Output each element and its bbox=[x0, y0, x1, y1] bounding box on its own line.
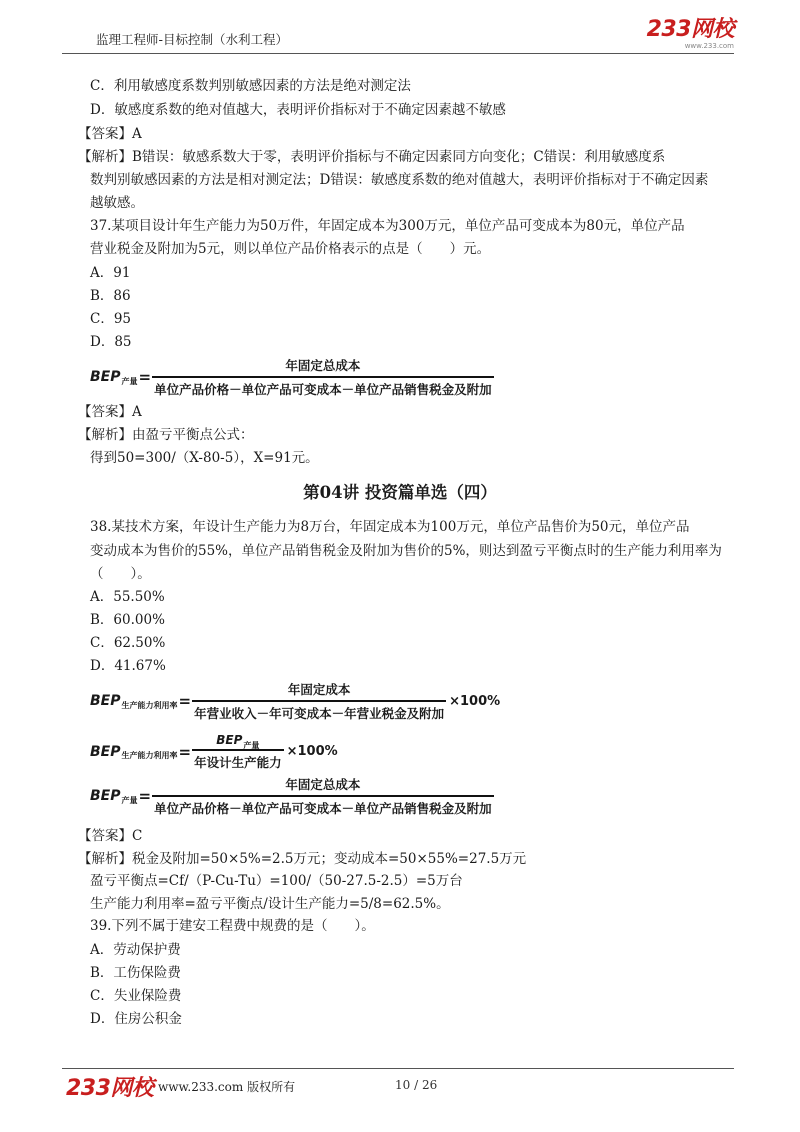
bep-symbol: BEP bbox=[90, 369, 121, 385]
option-c: C．95 bbox=[90, 311, 132, 327]
equals-sign: = bbox=[138, 368, 152, 386]
option-a: A．劳动保护费 bbox=[90, 942, 181, 958]
answer-line: 【答案】C bbox=[78, 828, 143, 844]
brand-logo-text: 233网校 bbox=[646, 17, 734, 42]
explanation-line: 越敏感。 bbox=[90, 195, 144, 211]
bep-subscript: 生产能力利用率 bbox=[121, 751, 178, 760]
fraction-denominator: 年设计生产能力 bbox=[192, 749, 284, 771]
bep-symbol: BEP bbox=[216, 733, 243, 747]
option-line: C．利用敏感度系数判别敏感因素的方法是绝对测定法 bbox=[90, 78, 411, 94]
section-heading: 第04讲 投资篇单选（四） bbox=[303, 483, 497, 502]
question-38-cont: 变动成本为售价的55%，单位产品销售税金及附加为售价的5%，则达到盈亏平衡点时的生产能力利用率为 bbox=[90, 543, 722, 559]
explanation-line: 盈亏平衡点=Cf/（P-Cu-Tu）=100/（50-27.5-2.5）=5万台 bbox=[90, 873, 463, 889]
fraction bbox=[152, 356, 494, 398]
bep-symbol: BEP bbox=[90, 788, 121, 804]
bep-quantity-formula bbox=[90, 775, 494, 817]
question-37: 37.某项目设计年生产能力为50万件，年固定成本为300万元，单位产品可变成本为80元，单位产品 bbox=[90, 218, 685, 234]
fraction-numerator: 年固定成本 bbox=[287, 682, 351, 697]
bep-subscript: 生产能力利用率 bbox=[121, 700, 178, 710]
footer-copyright: www.233.com 版权所有 bbox=[158, 1080, 296, 1094]
bep-symbol: BEP bbox=[90, 693, 121, 709]
answer-line: 【答案】A bbox=[78, 404, 142, 420]
explanation-line: 【解析】由盈亏平衡点公式： bbox=[78, 427, 254, 443]
explanation-line: 【解析】税金及附加=50×5%=2.5万元；变动成本=50×55%=27.5万元 bbox=[78, 851, 527, 867]
percent-multiplier: ×100% bbox=[286, 744, 338, 759]
explanation-line: 【解析】B错误：敏感系数大于零，表明评价指标与不确定因素同方向变化；C错误：利用敏感度系 bbox=[78, 149, 666, 165]
option-c: C．62.50% bbox=[90, 635, 166, 651]
header-divider bbox=[62, 53, 734, 54]
fraction-denominator: 单位产品价格－单位产品可变成本－单位产品销售税金及附加 bbox=[152, 376, 494, 398]
bep-rate-ratio-formula bbox=[90, 732, 338, 771]
brand-logo-top bbox=[647, 19, 734, 50]
question-38-cont: （ ）。 bbox=[90, 566, 151, 582]
brand-logo-url: www.233.com bbox=[684, 42, 734, 50]
option-b: B．60.00% bbox=[90, 612, 165, 628]
fraction bbox=[152, 775, 494, 817]
question-39: 39.下列不属于建安工程费中规费的是（ ）。 bbox=[90, 918, 375, 934]
explanation-line: 生产能力利用率=盈亏平衡点/设计生产能力=5/8=62.5%。 bbox=[90, 896, 450, 912]
option-d: D．85 bbox=[90, 334, 132, 350]
bep-subscript: 产量 bbox=[243, 741, 260, 750]
fraction bbox=[192, 732, 284, 771]
bep-rate-formula bbox=[90, 680, 500, 722]
fraction bbox=[192, 680, 446, 722]
option-b: B．86 bbox=[90, 288, 131, 304]
option-a: A．55.50% bbox=[90, 589, 165, 605]
document-header-title: 监理工程师-目标控制（水利工程） bbox=[96, 32, 289, 47]
option-c: C．失业保险费 bbox=[90, 988, 182, 1004]
option-b: B．工伤保险费 bbox=[90, 965, 181, 981]
fraction-denominator: 单位产品价格－单位产品可变成本－单位产品销售税金及附加 bbox=[152, 795, 494, 817]
explanation-line: 数判别敏感因素的方法是相对测定法；D错误：敏感度系数的绝对值越大，表明评价指标对于不确定因素 bbox=[90, 172, 709, 188]
bep-quantity-formula bbox=[90, 356, 494, 398]
footer-divider bbox=[62, 1068, 734, 1069]
fraction-numerator: 年固定总成本 bbox=[285, 777, 361, 792]
percent-multiplier: ×100% bbox=[449, 693, 501, 709]
bep-subscript: 产量 bbox=[121, 795, 138, 805]
equals-sign: = bbox=[138, 787, 152, 805]
equals-sign: = bbox=[178, 742, 192, 761]
fraction-numerator: 年固定总成本 bbox=[285, 358, 361, 373]
question-37-cont: 营业税金及附加为5元，则以单位产品价格表示的点是（ ）元。 bbox=[90, 241, 491, 257]
page-number: 10 / 26 bbox=[395, 1078, 438, 1092]
answer-line: 【答案】A bbox=[78, 126, 142, 142]
bep-symbol: BEP bbox=[90, 743, 121, 760]
fraction-denominator: 年营业收入－年可变成本－年营业税金及附加 bbox=[192, 700, 446, 722]
explanation-line: 得到50=300/（X-80-5），X=91元。 bbox=[90, 450, 319, 466]
fraction-numerator bbox=[210, 732, 265, 749]
option-a: A．91 bbox=[90, 265, 131, 281]
bep-subscript: 产量 bbox=[121, 376, 138, 386]
brand-logo-bottom: 233网校 bbox=[66, 1076, 154, 1101]
option-d: D．41.67% bbox=[90, 658, 166, 674]
equals-sign: = bbox=[178, 692, 192, 710]
question-38: 38.某技术方案，年设计生产能力为8万台，年固定成本为100万元，单位产品售价为50元，单位产品 bbox=[90, 519, 690, 535]
option-d: D．住房公积金 bbox=[90, 1011, 182, 1027]
option-line: D．敏感度系数的绝对值越大，表明评价指标对于不确定因素越不敏感 bbox=[90, 102, 506, 118]
